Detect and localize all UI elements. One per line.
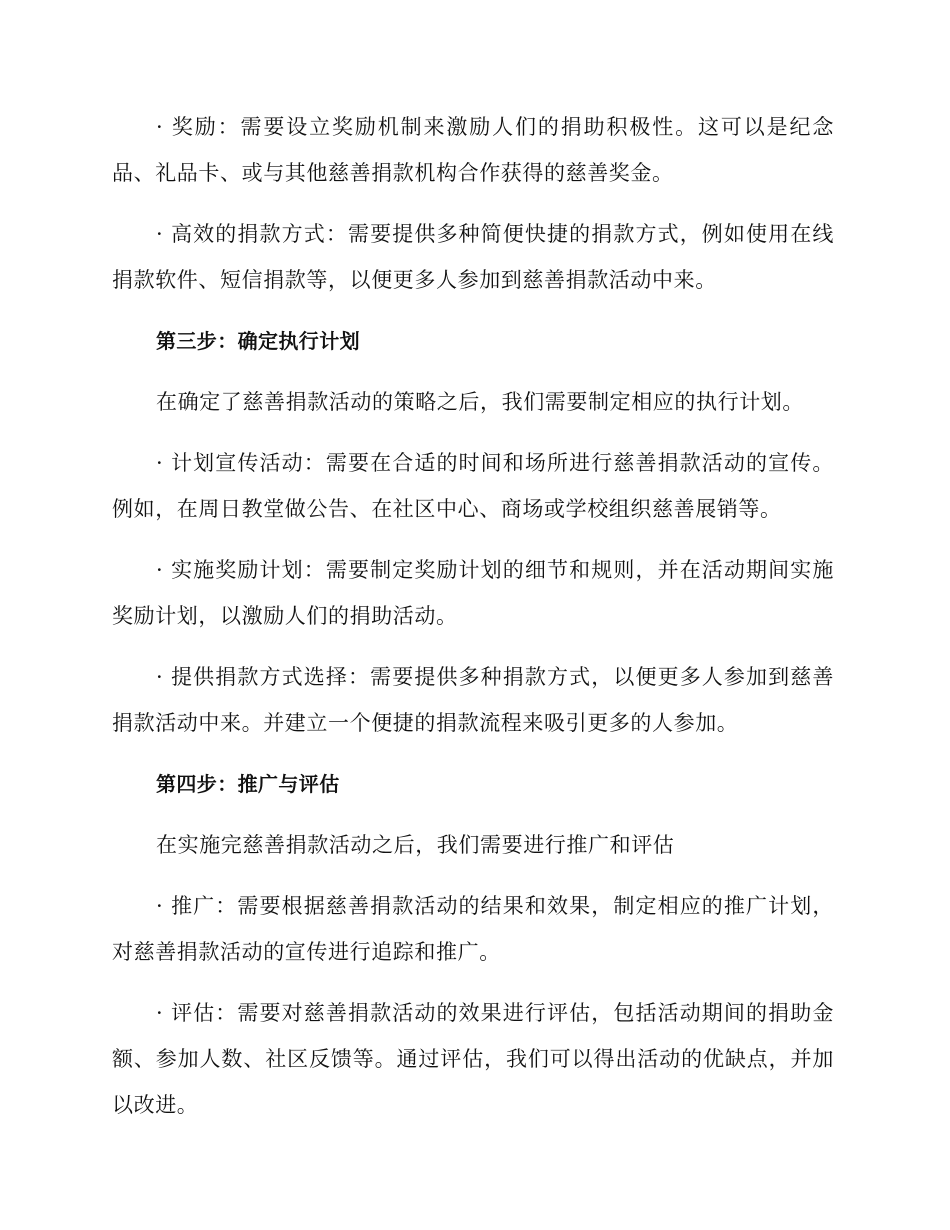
heading-step-three: 第三步：确定执行计划: [156, 329, 360, 353]
paragraph-reward: · 奖励：需要设立奖励机制来激励人们的捐助积极性。这可以是纪念品、礼品卡、或与其他慈善捐款机构合作获得的慈善奖金。: [112, 115, 834, 185]
paragraph-evaluation-intro: 在实施完慈善捐款活动之后，我们需要进行推广和评估: [156, 833, 675, 857]
paragraph-donation-options: · 提供捐款方式选择：需要提供多种捐款方式，以便更多人参加到慈善捐款活动中来。并建立一个便捷的捐款流程来吸引更多的人参加。: [112, 665, 834, 735]
heading-step-four: 第四步：推广与评估: [156, 772, 340, 796]
paragraph-evaluation: · 评估：需要对慈善捐款活动的效果进行评估，包括活动期间的捐助金额、参加人数、社区反馈等。通过评估，我们可以得出活动的优缺点，并加以改进。: [112, 1001, 834, 1117]
document-body: [112, 104, 834, 1143]
paragraph-promotion: · 推广：需要根据慈善捐款活动的结果和效果，制定相应的推广计划，对慈善捐款活动的宣传进行追踪和推广。: [112, 894, 834, 964]
paragraph-execution-intro: 在确定了慈善捐款活动的策略之后，我们需要制定相应的执行计划。: [156, 390, 804, 414]
paragraph-promotion-plan: · 计划宣传活动：需要在合适的时间和场所进行慈善捐款活动的宣传。例如，在周日教堂做公告、在社区中心、商场或学校组织慈善展销等。: [112, 451, 834, 521]
paragraph-reward-plan: · 实施奖励计划：需要制定奖励计划的细节和规则，并在活动期间实施奖励计划，以激励人们的捐助活动。: [112, 558, 834, 628]
paragraph-efficient-donation: · 高效的捐款方式：需要提供多种简便快捷的捐款方式，例如使用在线捐款软件、短信捐款等，以便更多人参加到慈善捐款活动中来。: [112, 222, 834, 292]
